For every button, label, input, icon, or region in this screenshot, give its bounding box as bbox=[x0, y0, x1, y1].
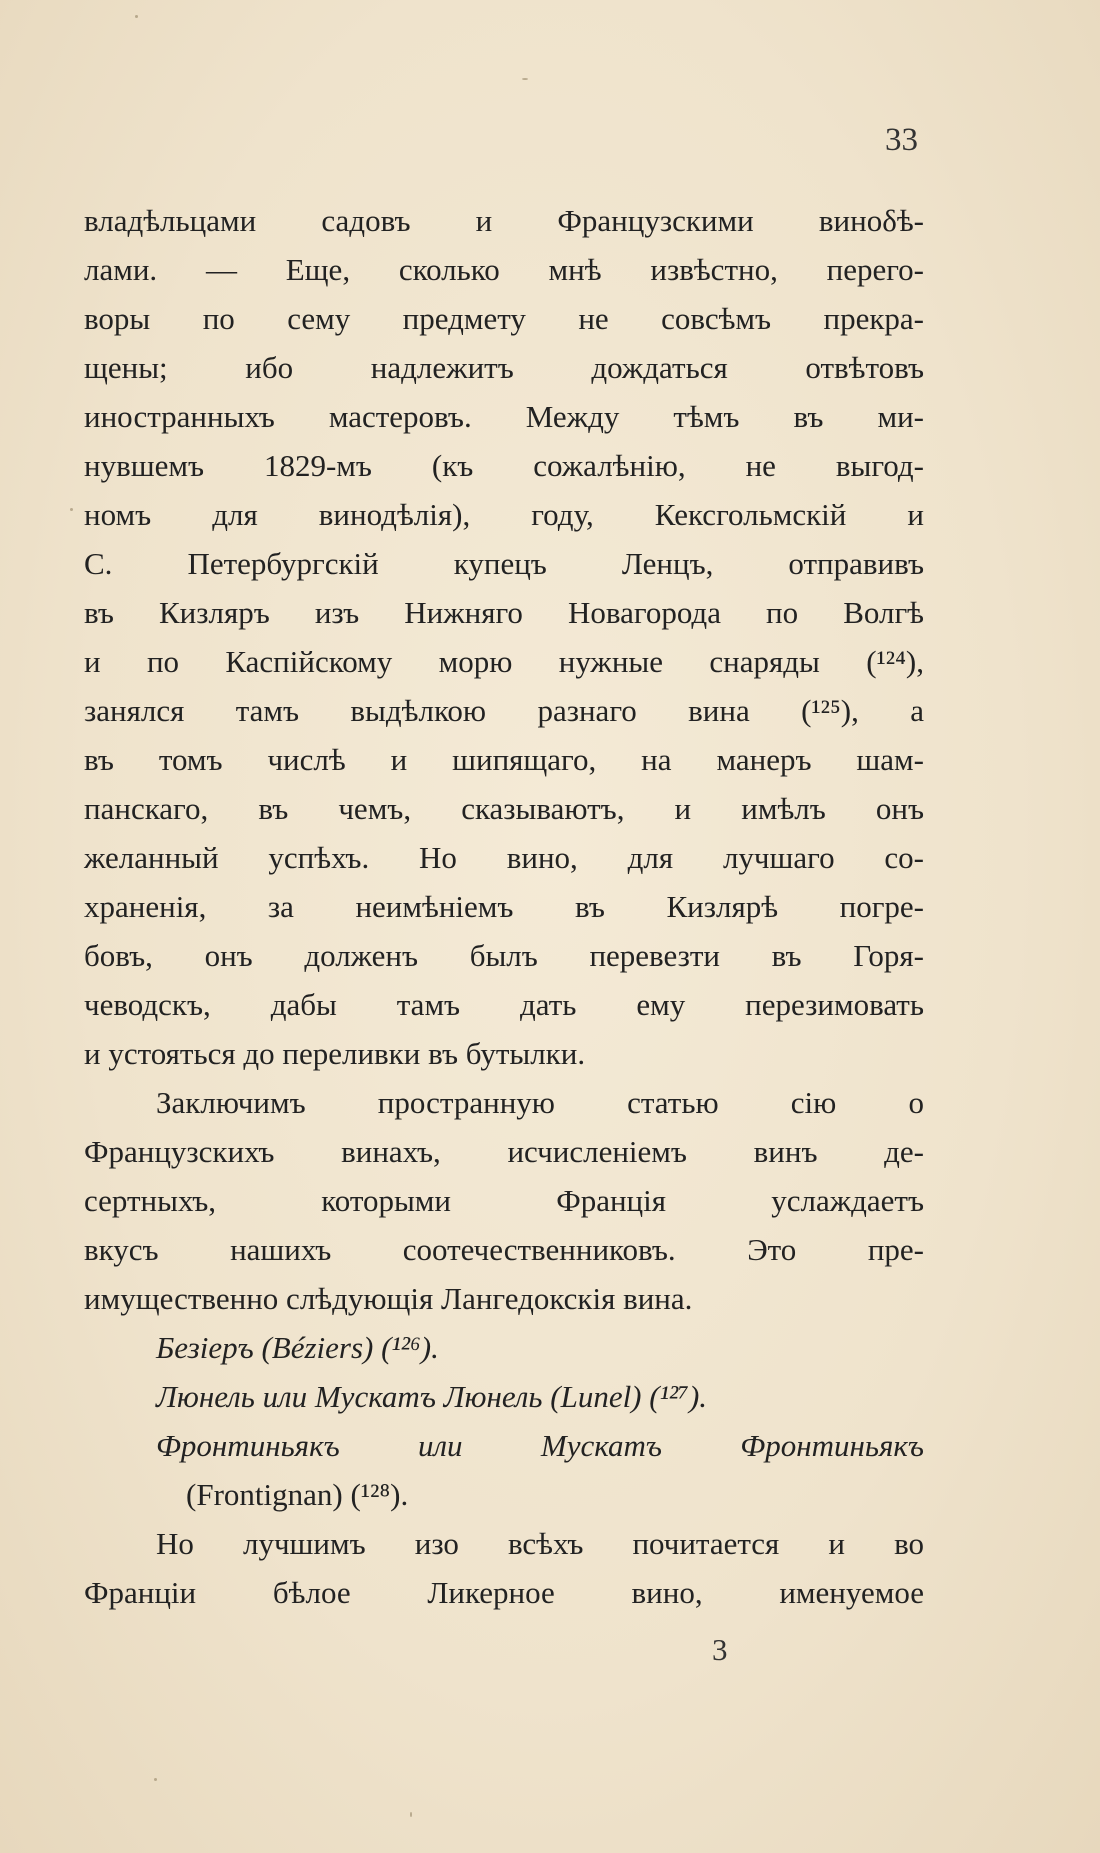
text-line: нувшемъ 1829-мъ (къ сожалѣнію, не выгод- bbox=[84, 448, 924, 483]
wine-list-item: Люнель или Мускатъ Люнель (Lunel) (¹²⁷). bbox=[156, 1379, 708, 1414]
page-number: 33 bbox=[885, 122, 918, 158]
text-line: сертныхъ, которыми Франція услаждаетъ bbox=[84, 1183, 924, 1218]
text-line: храненія, за неимѣніемъ въ Кизлярѣ погре- bbox=[84, 889, 924, 924]
text-line: чеводскъ, дабы тамъ дать ему перезимовать bbox=[84, 987, 924, 1022]
text-line: занялся тамъ выдѣлкою разнаго вина (¹²⁵), а bbox=[84, 693, 924, 728]
paper-spot bbox=[70, 508, 73, 511]
text-line: лами. — Еще, сколько мнѣ извѣстно, перего- bbox=[84, 252, 924, 287]
wine-list-item: Безіеръ (Béziers) (¹²⁶). bbox=[156, 1330, 439, 1365]
text-line: въ Кизляръ изъ Нижняго Новагорода по Волгѣ bbox=[84, 595, 924, 630]
text-line: воры по сему предмету не совсѣмъ прекра- bbox=[84, 301, 924, 336]
text-line: Франціи бѣлое Ликерное вино, именуемое bbox=[84, 1575, 924, 1610]
text-line: Французскихъ винахъ, исчисленіемъ винъ де- bbox=[84, 1134, 924, 1169]
text-line: вкусъ нашихъ соотечественниковъ. Это пре- bbox=[84, 1232, 924, 1267]
text-line: и по Каспійскому морю нужные снаряды (¹²⁴), bbox=[84, 644, 924, 679]
text-line: иностранныхъ мастеровъ. Между тѣмъ въ ми- bbox=[84, 399, 924, 434]
body-text bbox=[84, 196, 924, 1617]
text-line: Но лучшимъ изо всѣхъ почитается и во bbox=[156, 1526, 924, 1561]
text-line: въ томъ числѣ и шипящаго, на манеръ шам- bbox=[84, 742, 924, 777]
text-line: имущественно слѣдующія Лангедокскія вина. bbox=[84, 1281, 693, 1316]
text-line: номъ для винодѣлія), году, Кексгольмскій и bbox=[84, 497, 924, 532]
text-line: желанный успѣхъ. Но вино, для лучшаго со- bbox=[84, 840, 924, 875]
text-line: С. Петербургскій купецъ Ленцъ, отправивъ bbox=[84, 546, 924, 581]
signature-mark: 3 bbox=[712, 1632, 728, 1667]
paper-spot bbox=[135, 15, 138, 18]
wine-list-item: (Frontignan) (¹²⁸). bbox=[186, 1477, 409, 1512]
text-line: и устояться до переливки въ бутылки. bbox=[84, 1036, 586, 1071]
text-line: щены; ибо надлежитъ дождаться отвѣтовъ bbox=[84, 350, 924, 385]
text-line: панскаго, въ чемъ, сказываютъ, и имѣлъ онъ bbox=[84, 791, 924, 826]
text-line: бовъ, онъ долженъ былъ перевезти въ Горя- bbox=[84, 938, 924, 973]
text-line: владѣльцами садовъ и Французскими виноδѣ- bbox=[84, 203, 924, 238]
paper-spot bbox=[410, 1812, 412, 1817]
wine-list-item: Фронтиньякъ или Мускатъ Фронтиньякъ bbox=[156, 1428, 924, 1463]
paper-spot bbox=[154, 1778, 157, 1781]
text-line: Заключимъ пространную статью сію о bbox=[156, 1085, 924, 1120]
paper-spot bbox=[522, 78, 528, 80]
